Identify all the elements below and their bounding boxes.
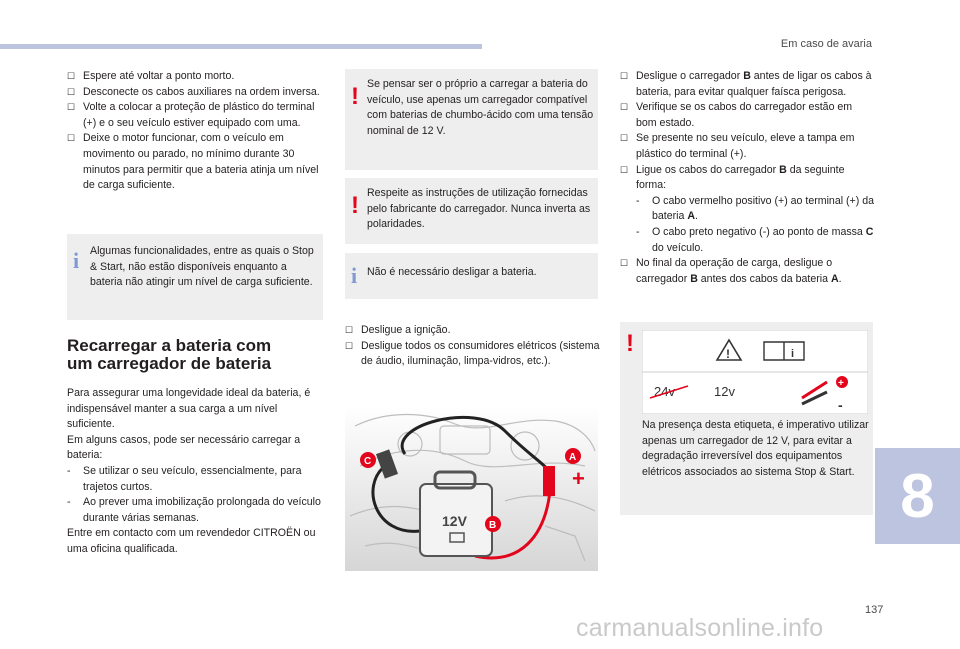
list-item: ☐ Desligue o carregador B antes de ligar os cabos à bateria, para evitar qualquer faísca perigosa. <box>620 70 872 98</box>
chapter-number: 8 <box>900 461 935 531</box>
warning-icon: ! <box>351 83 359 110</box>
warning-text: Na presença desta etiqueta, é imperativo utilizar apenas um carregador de 12 V, para evitar a degradação irreversível dos equipamentos elétricos associados ao sistema Stop & Start. <box>642 419 869 478</box>
list-item: ☐ Desligue a ignição. <box>345 324 451 336</box>
label-24v: 24v <box>654 384 675 399</box>
column-1-bullets <box>67 69 323 194</box>
svg-text:i: i <box>791 348 795 360</box>
paragraph: Entre em contacto com um revendedor CITROËN ou uma oficina qualificada. <box>67 527 316 555</box>
column-2-bullets <box>345 323 600 370</box>
label-b-marker <box>485 516 501 532</box>
watermark: carmanualsonline.info <box>576 614 824 642</box>
svg-text:B: B <box>489 520 497 531</box>
dash-item: - O cabo preto negativo (-) ao ponto de massa C do veículo. <box>636 225 874 254</box>
dash-item: - Ao prever uma imobilização prolongada do veículo durante várias semanas. <box>67 496 321 524</box>
chapter-tab <box>875 448 960 544</box>
label-a-marker <box>565 448 581 464</box>
svg-text:!: ! <box>726 347 730 361</box>
svg-text:A: A <box>569 452 577 463</box>
list-item: ☐ Volte a colocar a proteção de plástico do terminal (+) e o seu veículo estiver equipado com uma. <box>67 101 315 129</box>
info-box <box>345 253 598 299</box>
column-3-steps <box>620 69 875 287</box>
svg-text:-: - <box>838 397 843 413</box>
paragraph: Para assegurar uma longevidade ideal da bateria, é indispensável manter a sua carga a um nível suficiente. <box>67 387 311 431</box>
svg-text:C: C <box>364 456 372 467</box>
list-item: ☐ Verifique se os cabos do carregador estão em bom estado. <box>620 101 853 129</box>
dash-item: - O cabo vermelho positivo (+) ao terminal (+) da bateria A. <box>636 194 874 223</box>
warning-text: Se pensar ser o próprio a carregar a bateria do veículo, use apenas um carregador compatível com baterias de chumbo-ácido com uma tensão nominal de 12 V. <box>367 78 594 137</box>
battery-charger-diagram <box>345 406 598 571</box>
warning-box-label <box>620 322 873 515</box>
list-item: ☐ No final da operação de carga, desligue o carregador B antes dos cabos da bateria A. <box>620 257 842 285</box>
warning-icon: ! <box>351 192 359 219</box>
page-header-title: Em caso de avaria <box>780 38 872 50</box>
charger-box <box>420 472 492 556</box>
section-title: Recarregar a bateria com um carregador de bateria <box>67 336 272 373</box>
plus-sign: + <box>572 466 585 491</box>
info-box-text: Não é necessário desligar a bateria. <box>367 266 537 278</box>
page-number: 137 <box>865 604 884 616</box>
dash-item: - Se utilizar o seu veículo, essencialmente, para trajetos curtos. <box>67 464 302 493</box>
list-item: ☐ Espere até voltar a ponto morto. <box>67 70 235 82</box>
list-item: ☐ Se presente no seu veículo, eleve a tampa em plástico do terminal (+). <box>620 132 855 160</box>
warning-icon: ! <box>626 330 634 357</box>
list-item: ☐ Desligue todos os consumidores elétricos (sistema de áudio, iluminação, limpa-vidros, etc.). <box>345 339 600 368</box>
paragraph: Em alguns casos, pode ser necessário carregar a bateria: <box>67 433 301 462</box>
label-c-marker <box>360 452 376 468</box>
warning-box-1 <box>345 69 598 170</box>
list-item: ☐ Ligue os cabos do carregador B da seguinte forma: <box>620 163 845 192</box>
warning-text: Respeite as instruções de utilização fornecidas pelo fabricante do carregador. Nunca inverta as polaridades. <box>367 187 591 231</box>
header-bar <box>0 44 482 49</box>
column-1-body <box>67 386 323 558</box>
info-icon: i <box>73 248 80 273</box>
charger-voltage: 12V <box>442 513 467 529</box>
warning-box-2 <box>345 178 598 244</box>
battery-label-illustration <box>642 330 868 414</box>
red-clamp <box>543 466 555 496</box>
list-item: ☐ Desconecte os cabos auxiliares na ordem inversa. <box>67 85 320 98</box>
list-item: ☐ Deixe o motor funcionar, com o veículo em movimento ou parado, no mínimo durante 30 minutos para permitir que a bateria atinja um nível de carga suficiente. <box>67 132 319 192</box>
svg-text:+: + <box>838 378 844 389</box>
info-icon: i <box>351 263 358 288</box>
info-box-text: Algumas funcionalidades, entre as quais o Stop & Start, não estão disponíveis enquanto a bateria não atingir um nível de carga suficiente. <box>90 245 314 289</box>
info-box <box>67 234 323 320</box>
label-12v: 12v <box>714 384 735 399</box>
